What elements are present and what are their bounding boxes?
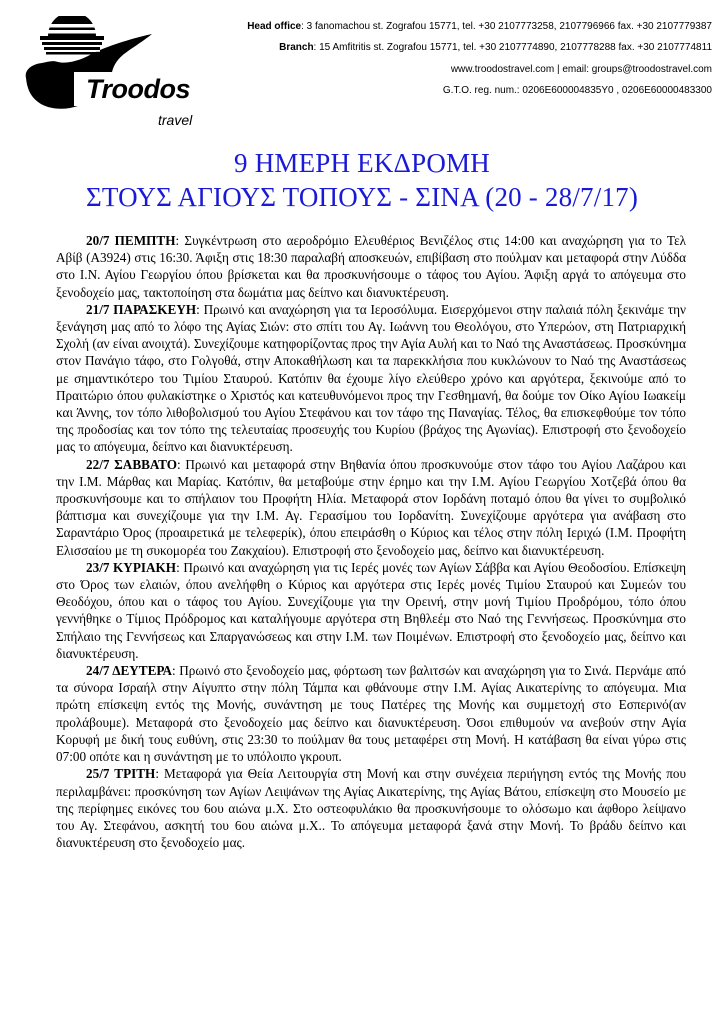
day-label: 23/7 ΚΥΡΙΑΚΗ xyxy=(86,559,177,575)
itinerary-day xyxy=(56,456,686,559)
day-label: 24/7 ΔΕΥΤΕΡΑ xyxy=(86,663,173,679)
page-title xyxy=(0,146,724,214)
head-office-label: Head office xyxy=(247,21,302,32)
day-description: : Πρωινό και μεταφορά στην Βηθανία όπου προσκυνούμε στον τάφο του Αγίου Λαζάρου και την Ι.Μ. Μάρθας και Μαρίας. Κατόπιν, θα μεταβούμε στην έρημο και την Ι.Μ. Αγίου Γεωργίου Χοτζεβά όπου θα προσκυνήσουμε και το σπήλαιον του Προφήτη Ηλία. Μεταφορά στον Ιορδάνη ποταμό όπου θα γίνει το συμβολικό βάπτισμα και συνεχίζουμε για την Ι.Μ. Αγ. Γερασίμου του Ιορδανίτη. Συνεχίζουμε αργότερα για ανάβαση στο Σαραντάριο Όρος (προαιρετικά με τελεφερίκ), όπου επειράσθη ο Κύριος και τέλος στην πόλη Ιεριχώ (Ι.Μ. Προφήτη Ελισσαίου με τη συκομορέα του Ζακχαίου). Επιστροφή στο ξενοδοχείο μας, δείπνο και διανυκτέρευση. xyxy=(56,456,686,558)
day-description: : Συγκέντρωση στο αεροδρόμιο Ελευθέριος Βενιζέλος στις 14:00 και αναχώρηση για το Τελ Αβίβ (Α3924) στις 16:30. Άφιξη στις 18:30 παραλαβή αποσκευών, επιβίβαση στο πούλμαν και μεταφορά στην Λύδδα στο Ι.Ν. Αγίου Γεωργίου όπου βρίσκεται και θα προσκυνήσουμε ο τάφος του Αγίου. Άφιξη αργά το απόγευμα στο ξενοδοχείο μας, τακτοποίηση στα δωμάτια μας δείπνο και διανυκτέρευση. xyxy=(56,233,686,300)
day-label: 25/7 ΤΡΙΤΗ xyxy=(86,766,156,782)
branch-label: Branch xyxy=(279,42,314,53)
day-description: : Μεταφορά για Θεία Λειτουργία στη Μονή και στην συνέχεια περιήγηση εντός της Μονής που περιλαμβάνει: προσκύνηση των Αγίων Λειψάνων της Αγίας Αικατερίνης, της Αγίας Βάτου, επίσκεψη στο Μουσείο με της περίφημες εικόνες του 6ου αιώνα μ.Χ. Στο οστεοφυλάκιο θα προσκυνήσουμε το ολόσωμο και άφθορο λείψανο του Αγ. Στεφάνου, ασκητή του 6ου αιώνα μ.Χ.. Το απόγευμα μεταφορά ξανά στην Μονή. Το βράδυ δείπνο και διανυκτέρευση στο ξενοδοχείο μας. xyxy=(56,766,686,851)
head-office-line xyxy=(247,20,712,33)
branch-line xyxy=(279,41,712,54)
itinerary-day xyxy=(56,232,686,301)
day-description: : Πρωινό και αναχώρηση για τα Ιεροσόλυμα. Εισερχόμενοι στην παλαιά πόλη ξεκινάμε την ξενάγηση μας από το λόφο της Αγίας Σιών: στο σπίτι του Αγ. Ιωάννη του Θεολόγου, στο Υπερώον, στη Πατριαρχική Σχολή (αν είναι ανοιχτά). Συνεχίζουμε κατηφορίζοντας προς την Αγία Αυλή και το Ναό της Αναστάσεως. Προσκύνημα στον Πανάγιο τάφο, στο Γολγοθά, στην Αποκαθήλωση και τα παρεκκλήσια που κυκλώνουν το Ναό της Αναστάσεως με σημαντικότερο του Τιμίου Σταυρού. Κατόπιν θα έχουμε λίγο ελεύθερο χρόνο και αργότερα, ξεκινούμε από το Πραιτώριο όπου φυλακίστηκε ο Χριστός και κατευθυνόμενοι προς την Γεσθημανή, θα δούμε τον Οίκο Αγίου Ιωακείμ και Άννης, τον τόπο λιθοβολισμού του Αγίου Στεφάνου και τον τάφο της Παναγίας. Τέλος, θα επισκεφθούμε τον τόπο της προδοσίας και τον τόπο της τελευταίας προσευχής του Κυρίου (βράχος της Αγωνίας). Επιστροφή στο ξενοδοχείο μας το απόγευμα, δείπνο και διανυκτέρευση. xyxy=(56,301,686,455)
letterhead xyxy=(0,0,724,135)
day-description: : Πρωινό και αναχώρηση για τις Ιερές μονές των Αγίων Σάββα και Αγίου Θεοδοσίου. Επίσκεψη στο Όρος των ελαιών, όπου ανελήφθη ο Κύριος και αργότερα στις Ιερές μονές Τιμίου Σταυρού και Συμεών του Θεοδόχου, όπου και ο τάφος του Αγίου. Συνεχίζουμε για την Ορεινή, στην μονή Τιμίου Προδρόμου, τόπο όπου γεννήθηκε ο Τίμιος Πρόδρομος και καταλήγουμε αργότερα στη Βηθλεέμ στο Ναό της Γεννήσεως. Προσκύνημα στο Σπήλαιο της Γεννήσεως και Σπαργανώσεως και στην Ι.Μ. των Ποιμένων. Επιστροφή στο ξενοδοχείο μας, δείπνο και διανυκτέρευση. xyxy=(56,559,686,661)
day-label: 22/7 ΣΑΒΒΑΤΟ xyxy=(86,456,177,472)
web-email-line: www.troodostravel.com | email: groups@troodostravel.com xyxy=(450,64,712,75)
day-label: 21/7 ΠΑΡΑΣΚΕΥΗ xyxy=(86,301,197,317)
day-label: 20/7 ΠΕΜΠΤΗ xyxy=(86,233,176,248)
company-logo xyxy=(18,16,193,128)
logo-subtitle: travel xyxy=(158,112,193,128)
gto-registration-line: G.T.O. reg. num.: 0206E600004835Y0 , 0206E60000483300 xyxy=(442,85,712,96)
itinerary-day xyxy=(56,662,686,765)
title-line-2: ΣΤΟΥΣ ΑΓΙΟΥΣ ΤΟΠΟΥΣ - ΣΙΝΑ (20 - 28/7/17) xyxy=(85,182,639,212)
itinerary-day xyxy=(56,765,686,851)
logo-name: Troodos xyxy=(86,74,190,104)
cyprus-island-logo-icon xyxy=(18,16,188,126)
itinerary-day xyxy=(56,559,686,662)
branch-text: : 15 Amfitritis st. Zografou 15771, tel. +30 2107774890, 2107778288 fax. +30 2107774811 xyxy=(313,42,712,53)
itinerary xyxy=(56,232,686,851)
day-description: : Πρωινό στο ξενοδοχείο μας, φόρτωση των βαλιτσών και αναχώρηση για το Σινά. Περνάμε από τα σύνορα Ισραήλ στην Αίγυπτο στην πόλη Τάμπα και φθάνουμε στην Ι.Μ. Αγίας Αικατερίνης το απόγευμα. Μια πρώτη επίσκεψη εντός της Μονής, συνάντηση με τους Πατέρες της Μονής και συμμετοχή στο Εσπερινό(αν προλάβουμε). Μεταφορά στο ξενοδοχείο μας δείπνο και διανυκτέρευση. Όσοι επιθυμούν να ανεβούν στην Αγία Κορυφή με δική τους ευθύνη, στις 23:30 το πούλμαν θα τους μεταφέρει στη Μονή. Η κατάβαση θα είναι γύρω στις 07:00 οπότε και η συνάντηση με το υπόλοιπο γκρουπ. xyxy=(56,663,686,765)
itinerary-day xyxy=(56,301,686,456)
title-line-1: 9 ΗΜΕΡΗ ΕΚΔΡΟΜΗ xyxy=(234,148,490,178)
head-office-text: : 3 fanomachou st. Zografou 15771, tel. +30 2107773258, 2107796966 fax. +30 2107779387 xyxy=(301,21,712,32)
